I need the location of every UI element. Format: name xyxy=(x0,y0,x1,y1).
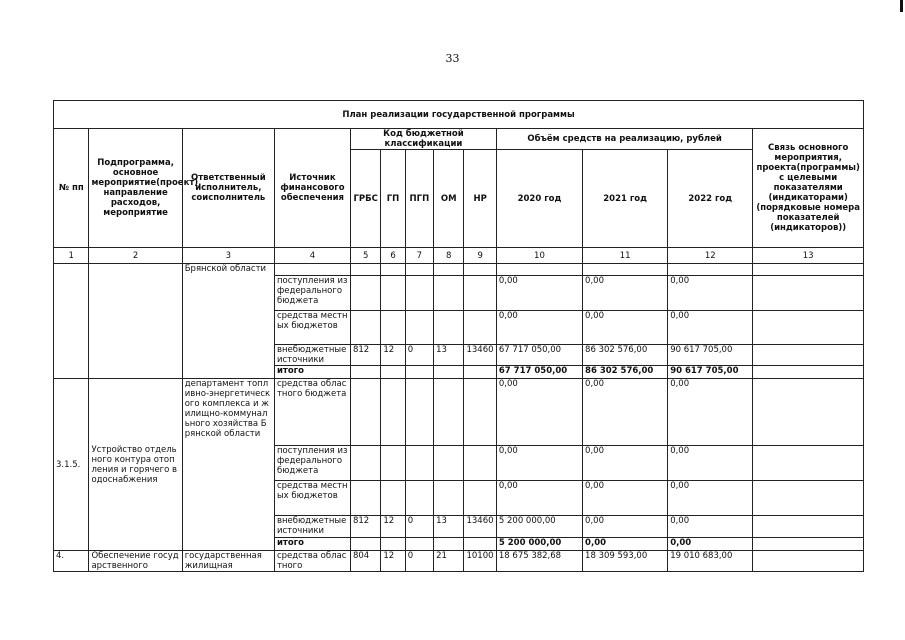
cell-num xyxy=(54,264,89,379)
cell-om xyxy=(434,538,464,551)
table-title: План реализации государственной программы xyxy=(54,101,864,129)
cell-y2020: 18 675 382,68 xyxy=(496,551,582,572)
cell-link xyxy=(753,446,864,481)
cell-grbs xyxy=(350,481,380,516)
cell-executor: департамент топливно-энергетического комплекса и жилищно-коммунального хозяйства Брянской области xyxy=(182,379,274,551)
cell-y2022: 90 617 705,00 xyxy=(668,345,753,366)
cell-source: внебюджетные источники xyxy=(274,345,350,366)
cell-grbs xyxy=(350,538,380,551)
cell-y2022: 0,00 xyxy=(668,516,753,538)
cell-gp xyxy=(381,446,405,481)
header-np: НР xyxy=(464,150,496,248)
cell-executor: Брянской области xyxy=(182,264,274,379)
header-2020: 2020 год xyxy=(496,150,582,248)
header-om: ОМ xyxy=(434,150,464,248)
page-number: 33 xyxy=(445,52,460,65)
header-2021: 2021 год xyxy=(583,150,668,248)
cell-y2021: 0,00 xyxy=(583,446,668,481)
cell-link xyxy=(753,276,864,311)
cell-y2022: 90 617 705,00 xyxy=(668,366,753,379)
header-2022: 2022 год xyxy=(668,150,753,248)
cell-y2021: 0,00 xyxy=(583,481,668,516)
column-number: 5 xyxy=(350,248,380,264)
cell-source: итого xyxy=(274,538,350,551)
cell-y2020: 0,00 xyxy=(496,446,582,481)
implementation-plan-table xyxy=(53,100,864,572)
cell-pgp: 0 xyxy=(405,345,433,366)
cell-gp xyxy=(381,379,405,446)
cell-y2020: 0,00 xyxy=(496,379,582,446)
table-row xyxy=(54,379,864,446)
cell-y2021: 0,00 xyxy=(583,538,668,551)
cell-y2021: 0,00 xyxy=(583,379,668,446)
cell-om xyxy=(434,481,464,516)
cell-link xyxy=(753,345,864,366)
cell-gp xyxy=(381,366,405,379)
cell-y2022: 19 010 683,00 xyxy=(668,551,753,572)
column-number: 11 xyxy=(583,248,668,264)
cell-empty xyxy=(350,264,380,276)
cell-y2022: 0,00 xyxy=(668,538,753,551)
cell-link xyxy=(753,366,864,379)
cell-link xyxy=(753,481,864,516)
cell-grbs: 812 xyxy=(350,516,380,538)
header-gp: ГП xyxy=(381,150,405,248)
cell-pgp: 0 xyxy=(405,516,433,538)
column-numbers-row xyxy=(54,248,864,264)
cell-source: поступления из федерального бюджета xyxy=(274,276,350,311)
cell-grbs xyxy=(350,366,380,379)
cell-gp xyxy=(381,481,405,516)
cell-om: 21 xyxy=(434,551,464,572)
cell-empty xyxy=(496,264,582,276)
cell-grbs xyxy=(350,446,380,481)
cell-source: внебюджетные источники xyxy=(274,516,350,538)
cell-pgp xyxy=(405,379,433,446)
cell-empty xyxy=(583,264,668,276)
cell-np: 13460 xyxy=(464,345,496,366)
cell-pgp: 0 xyxy=(405,551,433,572)
cell-y2020: 5 200 000,00 xyxy=(496,538,582,551)
cell-source: итого xyxy=(274,366,350,379)
cell-y2020: 5 200 000,00 xyxy=(496,516,582,538)
cell-y2021: 86 302 576,00 xyxy=(583,366,668,379)
cell-grbs: 804 xyxy=(350,551,380,572)
cell-pgp xyxy=(405,276,433,311)
header-source: Источник финансового обеспечения xyxy=(274,129,350,248)
cell-empty xyxy=(405,264,433,276)
cell-om xyxy=(434,446,464,481)
cell-empty xyxy=(434,264,464,276)
cell-gp xyxy=(381,538,405,551)
column-number: 10 xyxy=(496,248,582,264)
column-number: 8 xyxy=(434,248,464,264)
cell-y2022: 0,00 xyxy=(668,446,753,481)
header-pgp: ПГП xyxy=(405,150,433,248)
cell-gp xyxy=(381,276,405,311)
cell-num: 3.1.5. xyxy=(54,379,89,551)
column-number: 9 xyxy=(464,248,496,264)
cell-y2021: 86 302 576,00 xyxy=(583,345,668,366)
cell-empty xyxy=(274,264,350,276)
cell-y2022: 0,00 xyxy=(668,276,753,311)
cell-gp xyxy=(381,311,405,345)
column-number: 4 xyxy=(274,248,350,264)
cell-executor: государственная жилищная xyxy=(182,551,274,572)
cell-source: средства местных бюджетов xyxy=(274,481,350,516)
table-row xyxy=(54,264,864,276)
column-number: 13 xyxy=(753,248,864,264)
cell-link xyxy=(753,538,864,551)
cell-om xyxy=(434,366,464,379)
cell-np xyxy=(464,446,496,481)
cell-grbs: 812 xyxy=(350,345,380,366)
header-grbs: ГРБС xyxy=(350,150,380,248)
header-volume: Объём средств на реализацию, рублей xyxy=(496,129,752,150)
cell-grbs xyxy=(350,311,380,345)
cell-np xyxy=(464,366,496,379)
cell-om: 13 xyxy=(434,345,464,366)
cell-gp: 12 xyxy=(381,345,405,366)
cell-om xyxy=(434,276,464,311)
cell-y2020: 67 717 050,00 xyxy=(496,366,582,379)
cell-gp: 12 xyxy=(381,551,405,572)
cell-empty xyxy=(464,264,496,276)
cell-y2020: 0,00 xyxy=(496,481,582,516)
cell-empty xyxy=(753,264,864,276)
cell-np xyxy=(464,481,496,516)
header-link: Связь основного мероприятия, проекта(программы) с целевыми показателями (индикаторами) (порядковые номера показателей (индикаторов)) xyxy=(753,129,864,248)
cell-np xyxy=(464,311,496,345)
cell-subprogram: Обеспечение государственного xyxy=(89,551,182,572)
cell-link xyxy=(753,311,864,345)
column-number: 1 xyxy=(54,248,89,264)
cell-source: средства местных бюджетов xyxy=(274,311,350,345)
header-subprogram: Подпрограмма, основное мероприятие(проект), направление расходов, мероприятие xyxy=(89,129,182,248)
cell-np xyxy=(464,379,496,446)
cell-link xyxy=(753,379,864,446)
cell-y2022: 0,00 xyxy=(668,481,753,516)
cell-om xyxy=(434,379,464,446)
cell-source: средства областного бюджета xyxy=(274,379,350,446)
cell-source: средства областного xyxy=(274,551,350,572)
cell-subprogram xyxy=(89,264,182,379)
cell-np xyxy=(464,276,496,311)
cell-gp: 12 xyxy=(381,516,405,538)
cell-y2022: 0,00 xyxy=(668,379,753,446)
cell-link xyxy=(753,516,864,538)
cell-om: 13 xyxy=(434,516,464,538)
cell-pgp xyxy=(405,538,433,551)
cell-pgp xyxy=(405,366,433,379)
cell-pgp xyxy=(405,481,433,516)
header-budget-code: Код бюджетной классификации xyxy=(350,129,496,150)
table-row xyxy=(54,551,864,572)
cell-pgp xyxy=(405,446,433,481)
cell-y2021: 0,00 xyxy=(583,311,668,345)
cell-np xyxy=(464,538,496,551)
header-executor: Ответственный исполнитель, соисполнитель xyxy=(182,129,274,248)
column-number: 6 xyxy=(381,248,405,264)
cell-om xyxy=(434,311,464,345)
cell-subprogram: Устройство отдельного контура отопления и горячего водоснабжения xyxy=(89,379,182,551)
cell-grbs xyxy=(350,379,380,446)
cell-y2022: 0,00 xyxy=(668,311,753,345)
column-number: 7 xyxy=(405,248,433,264)
column-number: 12 xyxy=(668,248,753,264)
cell-grbs xyxy=(350,276,380,311)
cell-np: 13460 xyxy=(464,516,496,538)
header-num: № пп xyxy=(54,129,89,248)
column-number: 3 xyxy=(182,248,274,264)
margin-mark xyxy=(900,0,903,12)
cell-y2020: 0,00 xyxy=(496,311,582,345)
cell-np: 10100 xyxy=(464,551,496,572)
cell-pgp xyxy=(405,311,433,345)
cell-y2021: 0,00 xyxy=(583,276,668,311)
cell-empty xyxy=(381,264,405,276)
cell-link xyxy=(753,551,864,572)
cell-source: поступления из федерального бюджета xyxy=(274,446,350,481)
cell-empty xyxy=(668,264,753,276)
cell-y2020: 0,00 xyxy=(496,276,582,311)
cell-y2020: 67 717 050,00 xyxy=(496,345,582,366)
cell-y2021: 18 309 593,00 xyxy=(583,551,668,572)
column-number: 2 xyxy=(89,248,182,264)
cell-y2021: 0,00 xyxy=(583,516,668,538)
cell-num: 4. xyxy=(54,551,89,572)
